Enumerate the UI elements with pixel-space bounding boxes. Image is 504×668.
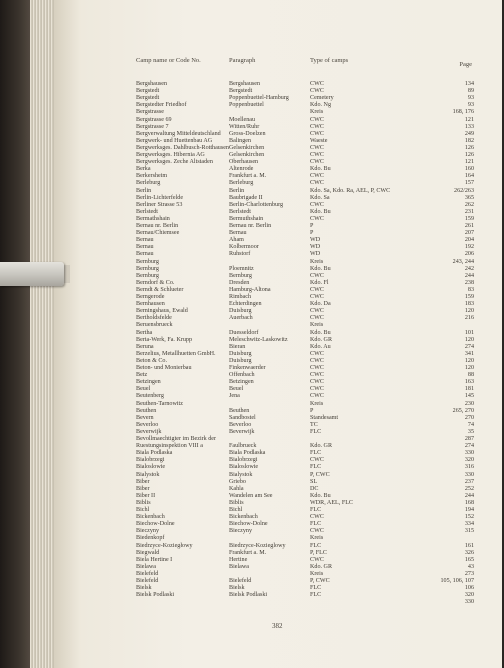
camp-name: Bevern — [136, 414, 154, 421]
page-ref: 265, 270 — [452, 407, 474, 414]
camp-name: Betzingen — [136, 379, 161, 386]
camp-type: CWC — [310, 201, 324, 208]
camp-name: Bevollmaechtigter im Bezirk der — [136, 436, 217, 442]
camp-name: Berka — [136, 166, 151, 173]
paragraph: Bielawa — [229, 563, 249, 570]
paragraph: Duisburg — [229, 357, 252, 364]
paragraph: Bialoslowie — [229, 464, 259, 471]
page-ref: 206 — [464, 251, 474, 258]
paragraph: Meleschwitz-Laskowitz — [229, 336, 288, 343]
camp-type: FLC — [310, 521, 322, 528]
page-ref: 244 — [464, 272, 474, 279]
paragraph: Poppenbuettel-Hamburg — [229, 95, 289, 102]
camp-name: Bielsk — [136, 585, 152, 592]
page-marker-tab — [0, 262, 64, 286]
camp-type: Kreis — [310, 535, 324, 542]
paragraph: Frankfurt a. M. — [229, 549, 267, 556]
paragraph: Baubrigade II — [229, 194, 263, 201]
paragraph: Duesseldorf — [229, 329, 259, 336]
camp-type: Waeste — [310, 137, 328, 144]
page-ref: 261 — [464, 223, 474, 229]
camp-type: P, FLC — [310, 549, 327, 556]
page-ref: 243, 244 — [452, 258, 474, 265]
camp-type: Kdo. GR — [310, 563, 333, 570]
page-ref: 262 — [464, 201, 474, 208]
camp-name: Bernau — [136, 237, 154, 244]
camp-type: Kdo. Bu — [310, 492, 331, 499]
camp-name: Bertha — [136, 329, 153, 336]
page-ref: 326 — [464, 549, 474, 556]
camp-name: Bergstedter Friedhof — [136, 102, 187, 109]
page-ref: 274 — [464, 343, 474, 350]
camp-name: Berlstedt — [136, 208, 159, 215]
page-ref: 120 — [464, 336, 474, 343]
camp-type: FLC — [310, 450, 322, 457]
camp-type: P — [310, 223, 314, 229]
paragraph: Balingen — [229, 137, 252, 144]
camp-name: Beruensbrueck — [136, 322, 173, 329]
camp-type: CWC — [310, 286, 324, 293]
paragraph: Beuel — [229, 386, 244, 393]
paragraph: Hamburg-Altona — [229, 286, 271, 293]
camp-name: Bernau nr. Berlin — [136, 223, 179, 229]
page-ref: 35 — [467, 428, 474, 435]
paragraph: Griebo — [229, 478, 246, 485]
camp-name: Bertholdsfelde — [136, 315, 172, 322]
paragraph: Poppenbuettel — [229, 102, 264, 109]
page-ref: 249 — [464, 130, 474, 137]
page-ref: 134 — [464, 81, 474, 87]
page-ref: 89 — [467, 88, 474, 95]
camp-type: CWC — [310, 81, 324, 87]
camp-name: Bergstedt — [136, 95, 160, 102]
camp-type: CWC — [310, 379, 324, 386]
camp-type: CWC — [310, 88, 324, 95]
camp-name: Bichl — [136, 507, 150, 513]
page-ref: 320 — [464, 592, 474, 599]
paragraph: Auerbach — [229, 315, 253, 322]
camp-type: CWC — [310, 308, 324, 315]
camp-type: Kdo. Bu — [310, 166, 331, 173]
page-ref: 88 — [467, 372, 474, 379]
page-ref: 287 — [464, 436, 474, 442]
page-ref: 183 — [464, 301, 474, 308]
camp-type: CWC — [310, 294, 324, 300]
paragraph: Finkenwaerder — [229, 365, 266, 371]
camp-name: Bergwerk- und Huettenbau AG — [136, 137, 213, 144]
page-ref: 274 — [464, 443, 474, 450]
camp-name: Beuthen-Tarnowitz — [136, 400, 183, 407]
paragraph: Sandbostel — [229, 414, 256, 421]
page-ref: 330 — [464, 471, 474, 478]
paragraph: Bergstedt — [229, 88, 253, 95]
paragraph: Beverloo — [229, 421, 252, 428]
camp-type: CWC — [310, 393, 324, 400]
camp-type: Kdo. Bu — [310, 265, 331, 272]
camp-name: Berzelius, Metallhuetten GmbH. — [136, 350, 216, 357]
camp-type: Kdo. GR — [310, 443, 333, 450]
page-ref: 161 — [464, 542, 474, 549]
camp-name: Biedenkopf — [136, 535, 165, 542]
camp-name: Bielsk Podlaski — [136, 592, 175, 599]
camp-name: Bickenbach — [136, 514, 165, 521]
paragraph: Altenrode — [229, 166, 254, 173]
camp-type: CWC — [310, 556, 324, 563]
page-ref: 165 — [464, 556, 474, 563]
camp-type: CWC — [310, 173, 324, 180]
camp-type: Kdo. Da — [310, 301, 331, 308]
camp-type: Kdo. GR — [310, 336, 333, 343]
paragraph: Betzingen — [229, 379, 254, 386]
paragraph: Witten/Ruhr — [229, 123, 260, 130]
paragraph: Wandelen am See — [229, 492, 273, 499]
page-ref: 365 — [464, 194, 474, 201]
paragraph: Berleburg — [229, 180, 254, 187]
page-ref: 74 — [467, 421, 474, 428]
camp-name: Biber — [136, 485, 150, 492]
paragraph: Biala Podlaska — [229, 450, 266, 457]
page-ref: 216 — [464, 315, 474, 322]
paragraph: Bernburg — [229, 272, 252, 279]
camp-name: Bernhausen — [136, 301, 165, 308]
paragraph: Frankfurt a. M. — [229, 173, 267, 180]
paragraph: Bickenbach — [229, 514, 258, 521]
page-ref: 120 — [464, 308, 474, 315]
paragraph: Hertine — [229, 556, 248, 563]
camp-type: CWC — [310, 152, 324, 158]
camp-name: Beton & Co. — [136, 357, 167, 364]
page-ref: 159 — [464, 215, 474, 222]
camp-type: FLC — [310, 464, 322, 471]
camp-type: Kreis — [310, 400, 324, 407]
camp-name: Biegwald — [136, 549, 160, 556]
camp-name: Bergstedt — [136, 88, 160, 95]
camp-type: Kreis — [310, 322, 324, 329]
paragraph: Ploemnitz — [229, 265, 254, 272]
camp-type: Kdo. Sa, Kdo. Ra, AEL, P, CWC — [310, 187, 391, 194]
camp-name: Biala Podlaska — [136, 450, 173, 457]
page-ref: 126 — [464, 152, 474, 158]
camp-type: FLC — [310, 585, 322, 592]
paragraph: Gelsenkirchen — [229, 152, 265, 158]
paragraph: Bialystok — [229, 471, 253, 478]
camp-name: Biber — [136, 478, 150, 485]
camp-name: Bergstrasse 69 — [136, 116, 172, 123]
camp-name: Beuel — [136, 386, 151, 393]
paragraph: Bernau — [229, 230, 247, 237]
page-ref: 121 — [464, 116, 474, 123]
page-ref: 231 — [464, 208, 474, 215]
page-ref: 320 — [464, 457, 474, 464]
camp-type: CWC — [310, 514, 324, 521]
page-ref: 43 — [467, 563, 474, 570]
page-ref: 252 — [464, 485, 474, 492]
camp-name: Beton- und Monierbau — [136, 365, 192, 371]
camp-name: Bernburg — [136, 258, 159, 265]
camp-type: Kdo. Bu — [310, 329, 331, 336]
camp-type: CWC — [310, 180, 324, 187]
camp-name: Bergstrasse — [136, 109, 164, 116]
camp-name: Bergstrasse 7 — [136, 123, 169, 130]
page-number: 382 — [272, 622, 283, 630]
camp-type: FLC — [310, 507, 322, 513]
page-ref: 120 — [464, 365, 474, 371]
camp-type: P — [310, 407, 314, 414]
camp-type: CWC — [310, 315, 324, 322]
page-ref: 316 — [464, 464, 474, 471]
camp-type: Kreis — [310, 258, 324, 265]
page-ref: 157 — [464, 180, 474, 187]
camp-type: Kdo. Ng — [310, 102, 331, 109]
page-ref: 192 — [464, 244, 474, 251]
page-ref: 164 — [464, 173, 474, 180]
header-camp-name: Camp name or Code No. — [136, 57, 201, 64]
paragraph: Bichl — [229, 507, 243, 513]
camp-type: CWC — [310, 365, 324, 371]
page-ref: 204 — [464, 237, 474, 244]
camp-name: Bieczyny — [136, 528, 160, 535]
page-ref: 168, 176 — [452, 109, 474, 116]
camp-name: Biblis — [136, 499, 151, 506]
book-page — [54, 0, 502, 668]
paragraph: Kahla — [229, 485, 244, 492]
camp-name: Bernburg — [136, 265, 159, 272]
camp-name: Biedrzyce-Koziegłowy — [136, 542, 193, 549]
camp-type: P, CWC — [310, 578, 330, 584]
camp-type: CWC — [310, 116, 324, 123]
paragraph: Ruhstorf — [229, 251, 251, 258]
camp-type: CWC — [310, 457, 324, 464]
camp-name: Biela Hertine I — [136, 556, 173, 563]
paragraph: Jena — [229, 393, 240, 400]
page-ref: 105, 106, 107 — [440, 578, 474, 584]
camp-type: WDR, AEL, FLC — [310, 499, 353, 506]
paragraph: Berlstedt — [229, 208, 252, 215]
camp-type: FLC — [310, 592, 322, 599]
camp-name: Berngerode — [136, 294, 165, 300]
page-ref: 182 — [464, 137, 474, 144]
camp-name: Beverloo — [136, 421, 159, 428]
camp-name: Bernau — [136, 244, 154, 251]
camp-name: Biechow-Dolne — [136, 521, 175, 528]
paragraph: Bieczyny — [229, 528, 253, 535]
camp-type: Kdo. Fl — [310, 279, 329, 286]
camp-type: CWC — [310, 357, 324, 364]
page-ref: 237 — [464, 478, 474, 485]
camp-type: Standesamt — [310, 414, 339, 421]
camp-type: WD — [310, 237, 321, 244]
camp-name: Beverwijk — [136, 428, 162, 435]
camp-type: DC — [310, 485, 319, 492]
paragraph: Beverwijk — [229, 428, 255, 435]
paragraph: Dresden — [229, 279, 250, 286]
camp-name: Beuthen — [136, 407, 157, 414]
paragraph: Rimbach — [229, 294, 252, 300]
page-ref: 93 — [467, 102, 474, 109]
header-page: Page — [459, 61, 472, 68]
camp-type: TC — [310, 421, 318, 428]
camp-type: CWC — [310, 386, 324, 393]
page-ref: 133 — [464, 123, 474, 130]
camp-name: Ruestungsinspektion VIII a — [136, 443, 203, 450]
paragraph: Duisburg — [229, 308, 252, 315]
paragraph: Berlin-Charlottenburg — [229, 201, 284, 208]
page-ref: 160 — [464, 166, 474, 173]
page-ref: 152 — [464, 514, 474, 521]
page-ref: 238 — [464, 279, 474, 286]
page-ref: 334 — [464, 521, 474, 528]
page-ref: 207 — [464, 230, 474, 237]
paragraph: Gross-Doelzen — [229, 130, 266, 137]
camp-type: CWC — [310, 123, 324, 130]
page-ref: 120 — [464, 357, 474, 364]
camp-type: CWC — [310, 350, 324, 357]
page-ref: 168 — [464, 499, 474, 506]
camp-type: CWC — [310, 130, 324, 137]
header-type-of-camps: Type of camps — [310, 57, 349, 64]
camp-type: P — [310, 230, 314, 237]
camp-name: Bielefeld — [136, 570, 159, 577]
page-ref: 262/263 — [454, 187, 474, 194]
paragraph: Offenbach — [229, 372, 255, 379]
camp-name: Bernau — [136, 251, 154, 258]
paragraph: Biedrzyce-Kozieglowy — [229, 542, 286, 549]
camp-type: CWC — [310, 272, 324, 279]
paragraph: Bialobrzegi — [229, 457, 258, 464]
camp-name: Betz — [136, 372, 148, 379]
camp-type: Kreis — [310, 570, 324, 577]
page-ref: 341 — [464, 350, 474, 357]
camp-name: Berndt & Schlueter — [136, 286, 184, 293]
paragraph: Oberhausen — [229, 159, 259, 166]
paragraph: Bieran — [229, 343, 246, 350]
camp-name: Bergwerksges. Zeche Altstaden — [136, 159, 213, 166]
camp-name: Berliner Strasse 53 — [136, 201, 183, 208]
camp-type: Kdo. Bu — [310, 208, 331, 215]
camp-name: Bernburg — [136, 272, 159, 279]
camp-name: Bialobrzegi — [136, 457, 165, 464]
camp-type: WD — [310, 244, 321, 251]
camp-name: Beutenberg — [136, 393, 164, 400]
paragraph: Bermuthshain — [229, 215, 264, 222]
camp-type: Cemetery — [310, 95, 334, 102]
camp-type: Kdo. Sa — [310, 194, 330, 201]
camp-type: FLC — [310, 428, 322, 435]
page-ref: 93 — [467, 95, 474, 102]
paragraph: Bernau nr. Berlin — [229, 223, 272, 229]
paragraph: Bergshausen — [229, 81, 261, 87]
camp-name: Bielawa — [136, 563, 156, 570]
camp-name: Bialoslowie — [136, 464, 166, 471]
camp-type: Kreis — [310, 109, 324, 116]
paragraph: Bielefeld — [229, 578, 252, 584]
camp-name: Bermathshain — [136, 215, 170, 222]
camp-name: Bielefeld — [136, 578, 159, 584]
page-ref: 230 — [464, 400, 474, 407]
page-ref: 273 — [464, 570, 474, 577]
camp-name: Berningshaus, Ewald — [136, 308, 188, 315]
camp-type: WD — [310, 251, 321, 258]
paragraph: Aham — [229, 237, 244, 244]
page-ref: 159 — [464, 294, 474, 300]
page-ref: 330 — [464, 599, 474, 606]
page-ref: 145 — [464, 393, 474, 400]
camp-type: CWC — [310, 528, 324, 535]
page-ref: 126 — [464, 144, 474, 151]
camp-name: Biber II — [136, 492, 156, 499]
camp-type: Kdo. Au — [310, 343, 331, 350]
paragraph: Bielsk Podlaski — [229, 592, 268, 599]
paragraph: Kolbermoor — [229, 244, 259, 251]
page-ref: 163 — [464, 379, 474, 386]
camp-type: P, CWC — [310, 471, 330, 478]
camp-name: Berlin-Lichterfelde — [136, 194, 184, 201]
camp-name: Bernau/Chiemsee — [136, 230, 180, 237]
paragraph: Biblis — [229, 499, 244, 506]
camp-name: Bialystok — [136, 471, 160, 478]
paragraph: Bielsk — [229, 585, 245, 592]
camp-name: Berkersheim — [136, 173, 168, 180]
camp-type: CWC — [310, 144, 324, 151]
page-ref: 244 — [464, 492, 474, 499]
paragraph: Beuthen — [229, 407, 250, 414]
paragraph: Biechow-Dolne — [229, 521, 268, 528]
paragraph: Moellenau — [229, 116, 256, 123]
page-ref: 270 — [464, 414, 474, 421]
camp-type: CWC — [310, 159, 324, 166]
paragraph: Faulbrueck — [229, 443, 257, 450]
camp-name: Berlin — [136, 187, 152, 194]
paragraph: Duisburg — [229, 350, 252, 357]
camp-name: Beruna — [136, 343, 154, 350]
camp-name: Bergshausen — [136, 81, 168, 87]
page-ref: 121 — [464, 159, 474, 166]
camp-type: SL — [310, 478, 318, 485]
camp-type: CWC — [310, 215, 324, 222]
page-ref: 181 — [464, 386, 474, 393]
header-paragraph: Paragraph — [229, 57, 256, 64]
page-ref: 106 — [464, 585, 474, 592]
camp-type: FLC — [310, 542, 322, 549]
page-ref: 330 — [464, 450, 474, 457]
camp-name: Berleburg — [136, 180, 161, 187]
paragraph: Gelsenkirchen — [229, 144, 265, 151]
camp-name: Bergverwaltung Mitteldeutschland — [136, 130, 221, 137]
page-ref: 83 — [467, 286, 474, 293]
camp-name: Berndorf & Co. — [136, 279, 175, 286]
camp-type: CWC — [310, 372, 324, 379]
paragraph: Echterdingen — [229, 301, 262, 308]
camp-name: Bergwerksges. Hibernia AG — [136, 152, 205, 158]
page-ref: 101 — [464, 329, 474, 336]
list-item — [54, 598, 502, 606]
paragraph: Berlin — [229, 187, 245, 194]
page-ref: 242 — [464, 265, 474, 272]
page-ref: 194 — [464, 507, 474, 513]
camp-name: Berta-Werk, Fa. Krupp — [136, 336, 193, 343]
page-ref: 315 — [464, 528, 474, 535]
camp-name: Bergwerksges. Dahlbusch-Rotthausen — [136, 144, 229, 151]
